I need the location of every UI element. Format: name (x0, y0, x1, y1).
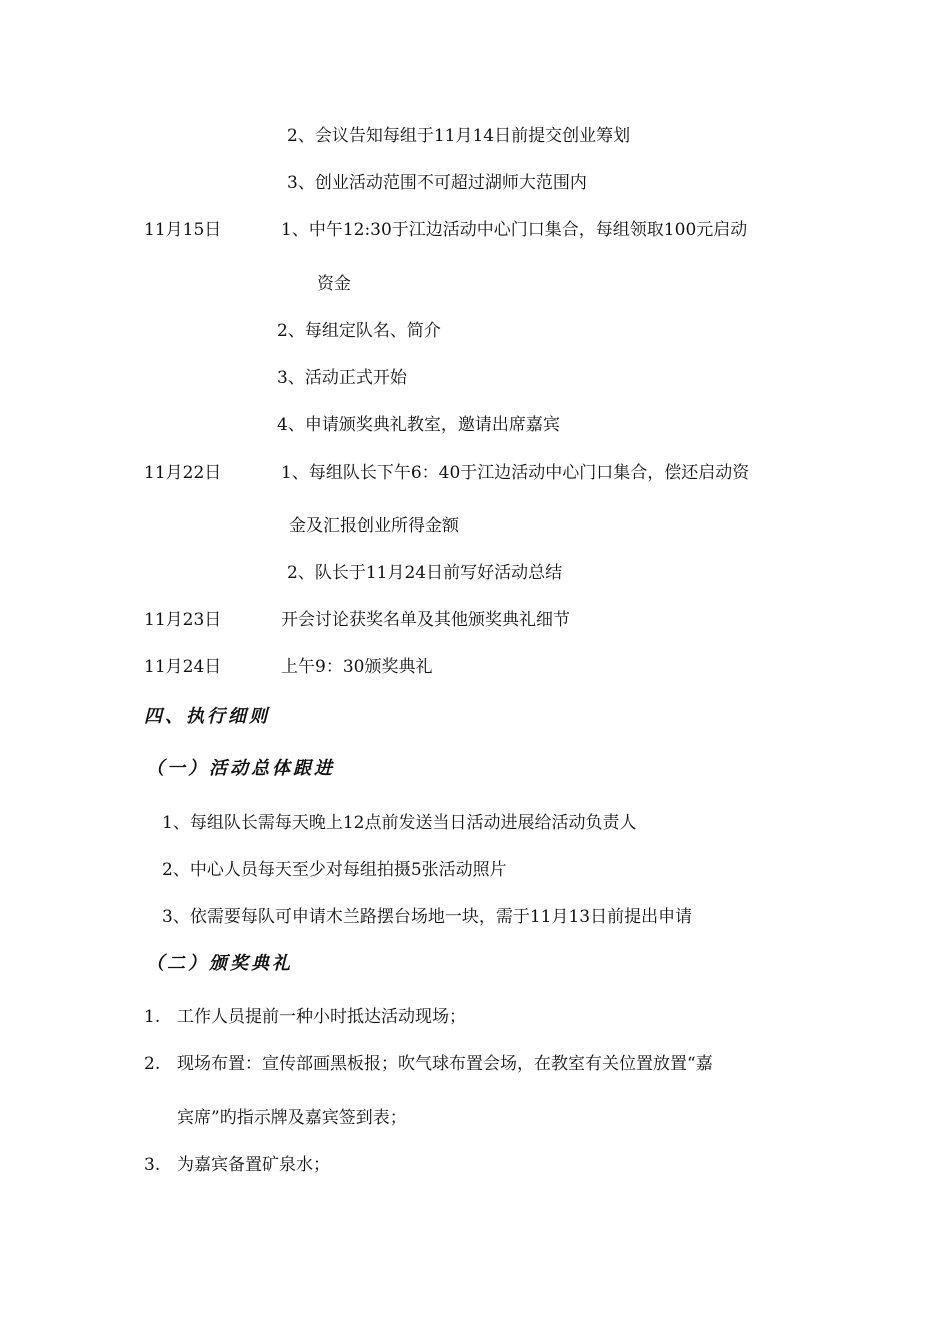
schedule-item: 上午9：30颁奖典礼 (281, 657, 433, 677)
list-number: 1. (144, 1007, 161, 1027)
list-item: 为嘉宾备置矿泉水； (177, 1155, 330, 1175)
schedule-item-cont: 金及汇报创业所得金额 (289, 516, 459, 536)
list-item: 工作人员提前一种小时抵达活动现场； (177, 1007, 466, 1027)
schedule-item: 1、每组队长下午6：40于江边活动中心门口集合，偿还启动资 (281, 463, 750, 483)
list-item: 3、依需要每队可申请木兰路摆台场地一块，需于11月13日前提出申请 (162, 907, 693, 927)
subsection-heading: （一）活动总体跟进 (146, 758, 335, 779)
schedule-item: 2、每组定队名、简介 (277, 321, 441, 341)
schedule-item: 2、队长于11月24日前写好活动总结 (287, 563, 563, 583)
list-number: 2. (144, 1054, 161, 1074)
schedule-date: 11月22日 (144, 463, 222, 483)
schedule-item: 3、活动正式开始 (277, 368, 407, 388)
schedule-date: 11月23日 (144, 610, 222, 630)
schedule-date: 11月24日 (144, 657, 222, 677)
schedule-item: 开会讨论获奖名单及其他颁奖典礼细节 (281, 610, 570, 630)
schedule-date: 11月15日 (144, 220, 222, 240)
schedule-item: 4、申请颁奖典礼教室，邀请出席嘉宾 (277, 415, 560, 435)
section-heading: 四、执行细则 (144, 706, 270, 727)
subsection-heading: （二）颁奖典礼 (146, 953, 293, 974)
schedule-item: 1、中午12:30于江边活动中心门口集合，每组领取100元启动 (281, 220, 748, 240)
list-item: 2、中心人员每天至少对每组拍摄5张活动照片 (162, 860, 507, 880)
schedule-item: 2、会议告知每组于11月14日前提交创业筹划 (287, 126, 631, 146)
list-item-cont: 宾席”旳指示牌及嘉宾签到表； (177, 1108, 407, 1128)
schedule-item: 3、创业活动范围不可超过湖师大范围内 (287, 173, 587, 193)
list-item: 现场布置：宣传部画黑板报；吹气球布置会场，在教室有关位置放置“嘉 (177, 1054, 713, 1074)
schedule-item-cont: 资金 (317, 274, 351, 294)
list-item: 1、每组队长需每天晚上12点前发送当日活动进展给活动负责人 (162, 813, 637, 833)
list-number: 3. (144, 1155, 161, 1175)
